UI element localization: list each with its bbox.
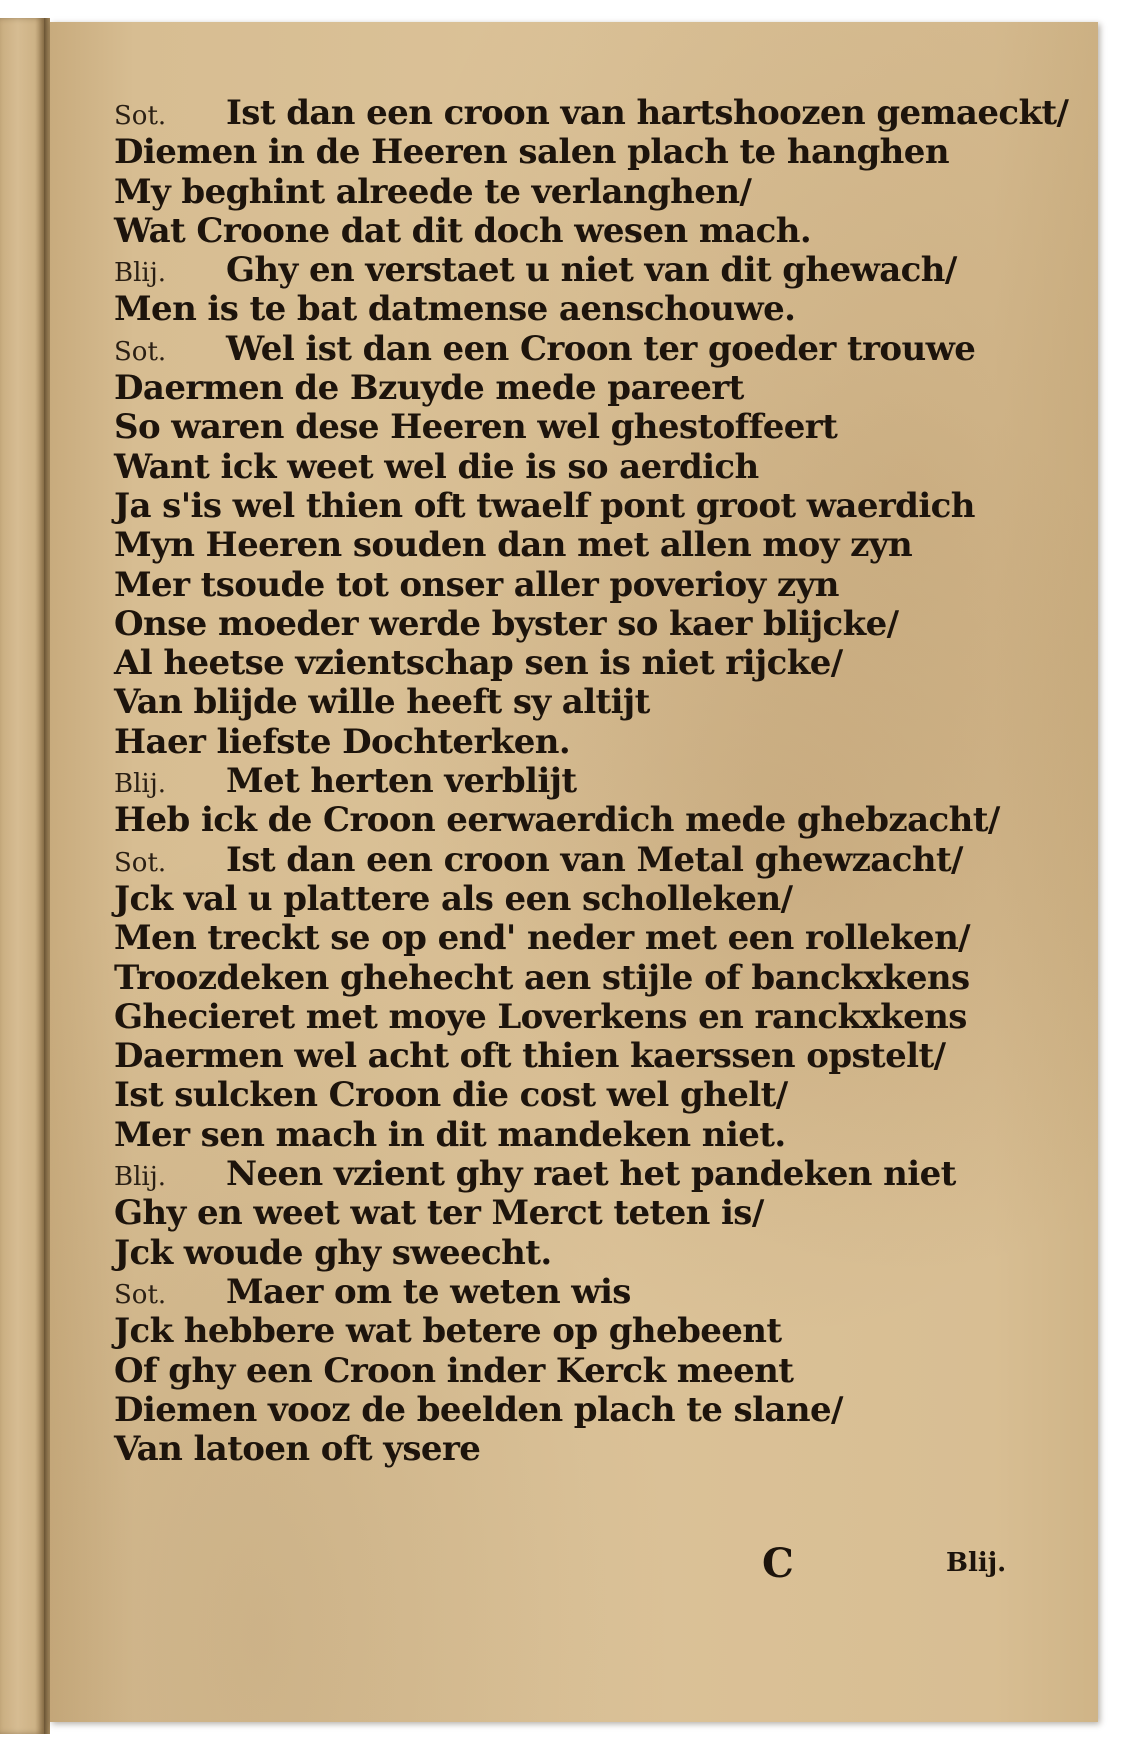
verse-text: My beghint alreede te verlanghen/ [114,171,752,212]
left-page-edge [0,18,44,1734]
verse-line [114,762,1014,801]
verse-line [114,841,1014,880]
verse-line [114,1273,1014,1312]
verse-text: Wel ist dan een Croon ter goeder trouwe [226,328,976,369]
verse-text: Men is te bat datmense aenschouwe. [114,289,796,330]
verse-line [114,1234,1014,1273]
verse-line [114,998,1014,1037]
verse-line [114,1391,1014,1430]
verse-line [114,959,1014,998]
verse-line [114,290,1014,329]
verse-line [114,1194,1014,1233]
verse-text: Daermen wel acht oft thien kaerssen opstelt/ [114,1036,946,1077]
verse-text: Ja s'is wel thien oft twaelf pont groot waerdich [114,485,975,526]
verse-line [114,644,1014,683]
verse-line [114,723,1014,762]
verse-text: Wat Croone dat dit doch wesen mach. [114,210,812,251]
verse-line [114,526,1014,565]
verse-line [114,93,1069,133]
speaker-label: Sot. [114,336,167,367]
verse-text: Ist dan een croon van hartshoozen gemaeckt/ [226,93,1069,133]
verse-line [114,1076,1014,1115]
verse-line [114,1430,1014,1469]
verse-text: Haer liefste Dochterken. [114,721,571,762]
verse-text: Jck woude ghy sweecht. [114,1232,552,1273]
verse-line [114,683,1014,722]
verse-text: Van blijde wille heeft sy altijt [114,682,650,723]
verse-line [114,133,1014,172]
catchword: Blij. [946,1548,1007,1578]
verse-text: Ghecieret met moye Loverkens en ranckxkens [114,996,967,1037]
speaker-label: Blij. [114,258,167,289]
verse-line [114,487,1014,526]
verse-line [114,880,1014,919]
verse-text: Diemen in de Heeren salen plach te hanghen [114,132,949,173]
speaker-label: Blij. [114,769,167,800]
speaker-label: Blij. [114,1162,167,1193]
speaker-label: Sot. [114,847,167,878]
verse-line [114,1037,1014,1076]
verse-line [114,919,1014,958]
verse-text: Jck val u plattere als een scholleken/ [114,878,793,919]
verse-text: Jck hebbere wat betere op ghebeent [114,1311,782,1352]
verse-line [114,1312,1014,1351]
verse-text: Of ghy een Croon inder Kerck meent [114,1350,794,1391]
verse-line [114,1155,1014,1194]
verse-text: Ist sulcken Croon die cost wel ghelt/ [114,1075,788,1116]
verse-text: Men treckt se op end' neder met een rolleken/ [114,918,971,959]
verse-text-block [114,93,1069,1470]
verse-line [114,330,1014,369]
verse-line [114,212,1014,251]
verse-text: Al heetse vzientschap sen is niet rijcke/ [114,643,843,684]
verse-line [114,1352,1014,1391]
verse-line [114,173,1014,212]
page-footer [50,1540,1098,1590]
verse-text: Van latoen oft ysere [114,1429,481,1470]
verse-text: Ghy en weet wat ter Merct teten is/ [114,1193,764,1234]
verse-text: Mer tsoude tot onser aller poverioy zyn [114,564,839,605]
verse-text: Met herten verblijt [226,761,577,802]
verse-text: Ghy en verstaet u niet van dit ghewach/ [226,250,957,291]
verse-line [114,369,1014,408]
speaker-label: Sot. [114,1279,167,1310]
verse-text: Mer sen mach in dit mandeken niet. [114,1114,786,1155]
verse-text: Ist dan een croon van Metal ghewzacht/ [226,839,963,880]
verse-text: Neen vzient ghy raet het pandeken niet [226,1154,956,1195]
verse-line [114,566,1014,605]
verse-text: Maer om te weten wis [226,1271,631,1312]
verse-text: Diemen vooz de beelden plach te slane/ [114,1389,843,1430]
verse-text: Daermen de Bzuyde mede pareert [114,368,744,409]
speaker-label: Sot. [114,101,167,131]
verse-text: So waren dese Heeren wel ghestoffeert [114,407,838,448]
verse-line [114,448,1014,487]
verse-line [114,408,1014,447]
verse-text: Myn Heeren souden dan met allen moy zyn [114,525,913,566]
verse-line [114,251,1014,290]
verse-line [114,801,1014,840]
verse-text: Want ick weet wel die is so aerdich [114,446,759,487]
signature-mark: C [762,1540,794,1587]
book-page [50,22,1098,1722]
verse-line [114,1116,1014,1155]
verse-text: Troozdeken ghehecht aen stijle of banckxkens [114,957,970,998]
verse-line [114,605,1014,644]
verse-text: Heb ick de Croon eerwaerdich mede ghebzacht/ [114,800,1000,841]
verse-text: Onse moeder werde byster so kaer blijcke/ [114,603,899,644]
